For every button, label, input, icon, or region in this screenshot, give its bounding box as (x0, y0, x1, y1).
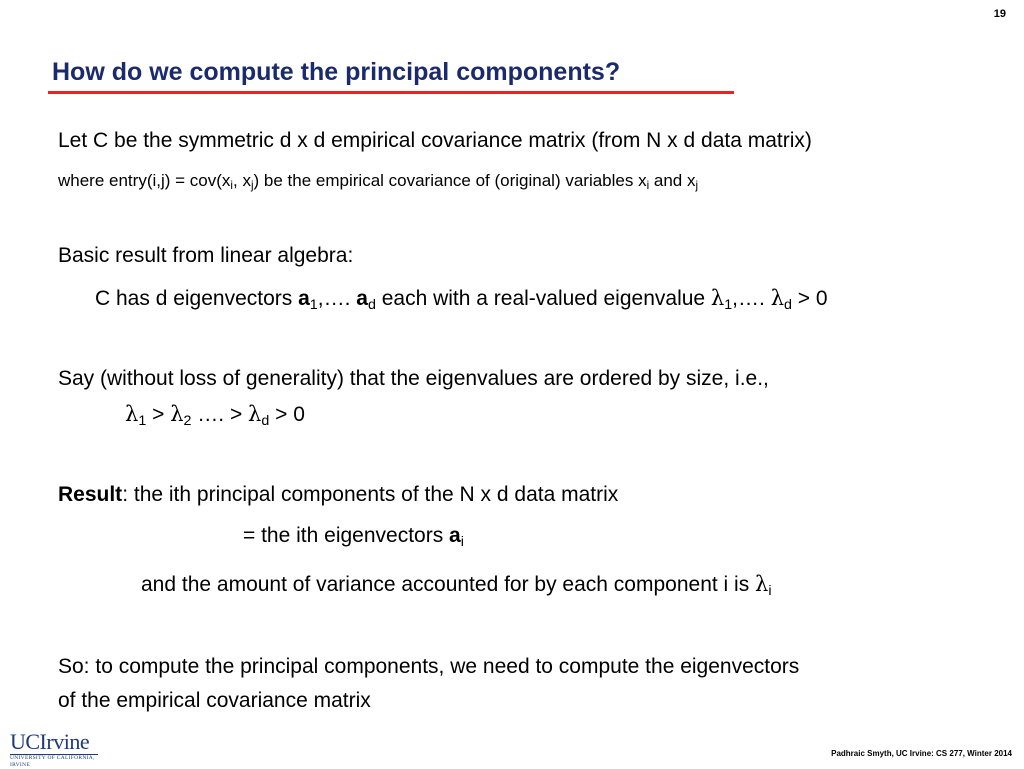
text-fragment: …. > (191, 403, 249, 426)
text-fragment: > 0 (269, 403, 305, 426)
uc-irvine-logo (10, 731, 98, 769)
subscript: i (646, 180, 650, 193)
text-fragment: and x (649, 171, 696, 190)
lambda-symbol: λ (248, 402, 262, 426)
lambda-symbol: λ (770, 286, 784, 310)
covariance-entry-line (58, 168, 698, 194)
ordering-statement: Say (without loss of generality) that the eigenvalues are ordered by size, i.e., (58, 367, 769, 390)
subscript: 1 (309, 296, 318, 313)
slide-title: How do we compute the principal components? (52, 58, 621, 86)
slide-number: 19 (993, 8, 1006, 20)
conclusion-line-1: So: to compute the principal components, we need to compute the eigenvectors (58, 655, 800, 678)
text-fragment: each with a real-valued eigenvalue (375, 287, 711, 310)
logo-subtitle: UNIVERSITY OF CALIFORNIA, IRVINE (10, 755, 95, 768)
subscript: i (768, 582, 772, 599)
bold-symbol: a (298, 287, 310, 310)
title-underline (48, 91, 734, 94)
bold-symbol: a (449, 524, 461, 547)
eigenvalue-order-expression (125, 401, 305, 428)
subscript: j (695, 180, 699, 193)
text-fragment: > 0 (791, 287, 828, 310)
text-fragment: , x (233, 171, 251, 190)
text-fragment: where entry(i,j) = cov(x (58, 171, 231, 190)
text-fragment: > (146, 403, 171, 426)
lambda-symbol: λ (755, 572, 769, 596)
text-fragment: ,…. (732, 287, 771, 310)
text-fragment: = the ith eigenvectors (243, 524, 450, 547)
text-fragment: : the ith principal components of the N x d data matrix (122, 483, 619, 506)
subscript: 1 (138, 412, 147, 429)
subscript: i (460, 533, 464, 550)
eigenvector-statement (95, 285, 828, 312)
text-fragment: ,…. (317, 287, 357, 310)
text-fragment: C has d eigenvectors (95, 287, 299, 310)
result-label: Result (58, 483, 123, 506)
covariance-definition-line: Let C be the symmetric d x d empirical covariance matrix (from N x d data matrix) (58, 129, 812, 152)
subscript: 1 (724, 296, 733, 313)
lambda-symbol: λ (125, 402, 139, 426)
bold-symbol: a (356, 287, 368, 310)
conclusion-line-2: of the empirical covariance matrix (58, 689, 371, 712)
lambda-symbol: λ (710, 286, 725, 310)
text-fragment: ) be the empirical covariance of (original) variables x (253, 171, 647, 190)
result-statement (58, 482, 618, 508)
subscript: i (230, 180, 233, 193)
subscript: d (784, 296, 792, 313)
eigenvector-equality (243, 523, 464, 549)
logo-wordmark: UCIrvine (10, 729, 90, 754)
subscript: d (261, 412, 270, 429)
footer-credit: Padhraic Smyth, UC Irvine: CS 277, Winter 2014 (831, 749, 1012, 758)
linear-algebra-heading: Basic result from linear algebra: (58, 244, 354, 267)
subscript: j (250, 180, 254, 193)
subscript: d (367, 296, 376, 313)
lambda-symbol: λ (170, 402, 184, 426)
subscript: 2 (183, 412, 192, 429)
variance-statement (141, 571, 772, 598)
text-fragment: and the amount of variance accounted for by each component i is (141, 573, 756, 596)
